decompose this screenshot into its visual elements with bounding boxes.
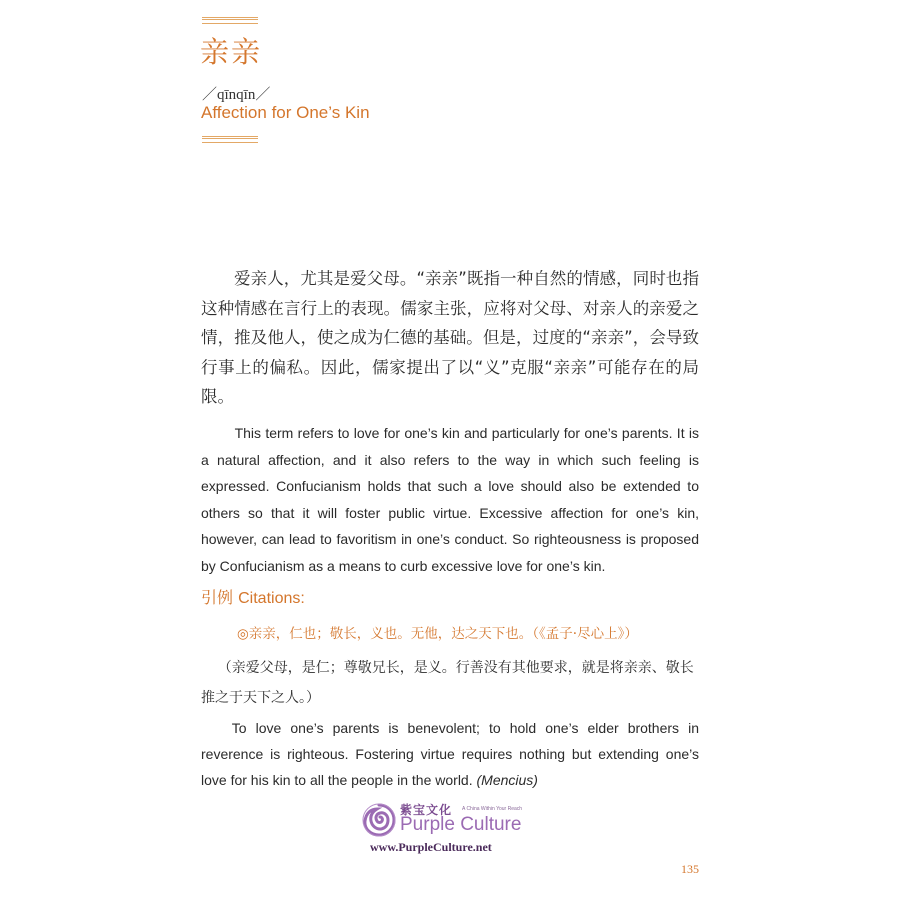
citation-quote-chinese: ◎亲亲，仁也；敬长，义也。无他，达之天下也。（《孟子·尽心上》） — [237, 626, 638, 642]
citation-translation-chinese: （亲爱父母，是仁；尊敬兄长，是义。行善没有其他要求，就是将亲亲、敬长推之于天下之人。） — [201, 660, 694, 706]
purple-culture-logo-icon — [362, 803, 396, 837]
citations-heading-english: Citations: — [238, 590, 305, 607]
citation-source: (Mencius) — [476, 772, 538, 788]
entry-pinyin: ／qīnqīn／ — [202, 87, 271, 103]
watermark-brand-english: Purple Culture — [400, 814, 522, 835]
watermark-url: www.PurpleCulture.net — [370, 840, 492, 854]
citation-quote-english: To love one’s parents is benevolent; to hold one’s elder brothers in reverence is righteous. Fostering virtue requires nothing but extending one’s love for his kin to all the people in the world. — [201, 720, 699, 788]
definition-english: This term refers to love for one’s kin and particularly for one’s parents. It is a natural affection, and it also refers to the way in which such feeling is expressed. Confucianism holds that such a love should also be extended to others so that it will foster public virtue. Excessive affection for one’s kin, however, can lead to favoritism in one’s conduct. So righteousness is proposed by Confucianism as a means to curb excessive love for one’s kin. — [201, 425, 699, 574]
definition-chinese: 爱亲人，尤其是爱父母。“亲亲”既指一种自然的情感，同时也指这种情感在言行上的表现。儒家主张，应将对父母、对亲人的亲爱之情，推及他人，使之成为仁德的基础。但是，过度的“亲亲”，会导致行事上的偏私。因此，儒家提出了以“义”克服“亲亲”可能存在的局限。 — [201, 269, 699, 406]
watermark-brand-chinese: 紫宝文化 — [400, 803, 453, 817]
watermark-tagline: A China Within Your Reach — [462, 806, 523, 812]
citations-heading-chinese: 引例 — [201, 588, 234, 607]
page-number: 135 — [681, 862, 699, 876]
title-decoration-bottom — [202, 136, 258, 143]
entry-title-english: Affection for One’s Kin — [201, 103, 370, 122]
citations-heading — [201, 585, 305, 608]
citation-translation-english — [201, 715, 699, 793]
watermark — [362, 800, 562, 860]
title-decoration-top — [202, 17, 258, 24]
entry-title-chinese: 亲亲 — [200, 35, 263, 69]
